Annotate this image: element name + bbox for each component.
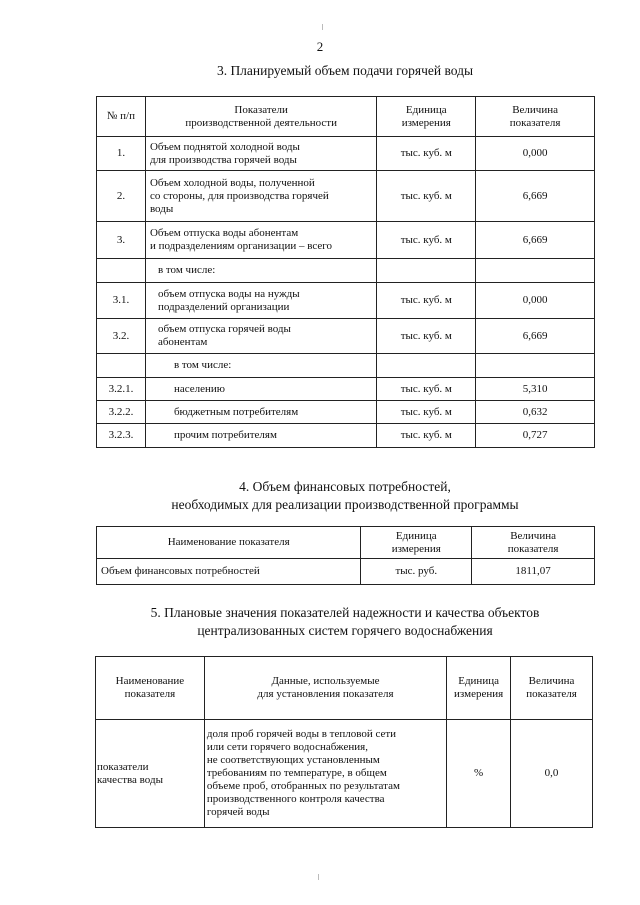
section4-title-line1: 4. Объем финансовых потребностей, xyxy=(239,479,451,494)
row-unit: тыс. куб. м xyxy=(377,401,476,424)
section5-title xyxy=(80,604,610,640)
row-unit: тыс. куб. м xyxy=(377,424,476,448)
row-value xyxy=(476,354,595,378)
table-row xyxy=(97,259,595,283)
row-indicator: прочим потребителям xyxy=(145,424,376,448)
row-indicator xyxy=(145,319,376,354)
header-unit xyxy=(377,97,476,137)
header-value-line2: показателя xyxy=(526,688,577,700)
row-indicator-line: со стороны, для производства горячей xyxy=(149,189,329,202)
table-row xyxy=(97,559,595,585)
header-data-line2: для установления показателя xyxy=(257,688,394,700)
row-value: 6,669 xyxy=(476,171,595,222)
row-unit xyxy=(377,259,476,283)
section3-title: 3. Планируемый объем подачи горячей воды xyxy=(216,63,474,78)
row-value: 6,669 xyxy=(476,222,595,259)
row-num: 2. xyxy=(97,171,146,222)
row-name xyxy=(96,720,205,828)
row-unit: тыс. куб. м xyxy=(377,283,476,319)
row-indicator-line: воды xyxy=(149,202,174,215)
row-num: 3. xyxy=(97,222,146,259)
header-name: Наименование показателя xyxy=(97,527,361,559)
header-unit-line2: измерения xyxy=(391,542,441,555)
row-value: 0,000 xyxy=(476,283,595,319)
row-indicator-line: для производства горячей воды xyxy=(149,153,297,166)
header-value-line2: показателя xyxy=(507,542,559,555)
table-row xyxy=(97,319,595,354)
row-indicator xyxy=(145,137,376,171)
header-value-line1: Величина xyxy=(528,675,575,687)
row-indicator: населению xyxy=(145,378,376,401)
header-unit-line1: Единица xyxy=(458,675,499,687)
row-name-line1: показатели xyxy=(97,760,149,773)
page-number: 2 xyxy=(316,39,324,54)
row-data-line: доля проб горячей воды в тепловой сети xyxy=(206,728,397,740)
header-indicator xyxy=(145,97,376,137)
row-value: 0,0 xyxy=(511,720,593,828)
row-value: 0,000 xyxy=(476,137,595,171)
header-unit xyxy=(361,527,472,559)
section4-title xyxy=(95,478,595,514)
row-indicator-line: Объем холодной воды, полученной xyxy=(149,176,315,189)
row-unit: тыс. куб. м xyxy=(377,378,476,401)
row-indicator-line: Объем поднятой холодной воды xyxy=(149,140,300,153)
header-value xyxy=(511,657,593,720)
table-row xyxy=(97,283,595,319)
header-unit-line1: Единица xyxy=(405,103,447,116)
row-unit: тыс. куб. м xyxy=(377,137,476,171)
header-value-line1: Величина xyxy=(510,529,556,542)
table-header-row xyxy=(96,657,593,720)
table-row xyxy=(97,354,595,378)
row-indicator xyxy=(145,171,376,222)
table-row xyxy=(96,720,593,828)
section4-title-line2: необходимых для реализации производственной программы xyxy=(171,497,519,512)
header-value xyxy=(476,97,595,137)
row-num: 3.2. xyxy=(97,319,146,354)
row-data-line: объеме проб, отобранных по результатам xyxy=(206,780,400,792)
header-unit-line1: Единица xyxy=(395,529,437,542)
row-data-line: или сети горячего водоснабжения, xyxy=(206,741,368,753)
table-header-row xyxy=(97,97,595,137)
row-num: 3.1. xyxy=(97,283,146,319)
row-data xyxy=(204,720,446,828)
header-value xyxy=(472,527,595,559)
section5-title-line1: 5. Плановые значения показателей надежности и качества объектов xyxy=(150,605,540,620)
row-num xyxy=(97,354,146,378)
row-value: 6,669 xyxy=(476,319,595,354)
row-unit: тыс. куб. м xyxy=(377,319,476,354)
row-num: 1. xyxy=(97,137,146,171)
section5-title-line2: централизованных систем горячего водоснабжения xyxy=(197,623,493,638)
row-unit: тыс. руб. xyxy=(361,559,472,585)
header-unit-line2: измерения xyxy=(454,688,504,700)
section3-table xyxy=(96,96,595,448)
row-value: 5,310 xyxy=(476,378,595,401)
row-indicator-line: объем отпуска воды на нужды xyxy=(157,287,300,300)
header-unit xyxy=(447,657,511,720)
table-row xyxy=(97,222,595,259)
header-data xyxy=(204,657,446,720)
row-indicator: бюджетным потребителям xyxy=(145,401,376,424)
header-name xyxy=(96,657,205,720)
row-num xyxy=(97,259,146,283)
table-row xyxy=(97,171,595,222)
row-value: 0,727 xyxy=(476,424,595,448)
row-indicator-line: подразделений организации xyxy=(157,300,290,313)
row-indicator-line: и подразделениям организации – всего xyxy=(149,240,332,252)
table-row xyxy=(97,378,595,401)
row-data-line: производственного контроля качества xyxy=(206,793,385,805)
row-value: 1811,07 xyxy=(472,559,595,585)
row-indicator-line: объем отпуска горячей воды xyxy=(157,323,291,335)
row-indicator-line: Объем отпуска воды абонентам xyxy=(149,227,299,239)
header-unit-line2: измерения xyxy=(401,116,451,129)
header-data-line1: Данные, используемые xyxy=(271,675,380,687)
section4-table xyxy=(96,526,595,585)
table-row xyxy=(97,424,595,448)
row-name: Объем финансовых потребностей xyxy=(97,559,361,585)
row-indicator xyxy=(145,283,376,319)
header-name-line1: Наименование xyxy=(115,675,185,687)
table-row xyxy=(97,401,595,424)
row-name-line2: качества воды xyxy=(97,773,163,786)
scan-mark-bottom xyxy=(318,874,319,880)
row-data-line: горячей воды xyxy=(206,806,270,818)
row-unit: тыс. куб. м xyxy=(377,171,476,222)
row-indicator: в том числе: xyxy=(145,259,376,283)
row-value: 0,632 xyxy=(476,401,595,424)
scan-mark-top xyxy=(322,24,323,30)
row-indicator xyxy=(145,222,376,259)
row-indicator: в том числе: xyxy=(145,354,376,378)
table-header-row xyxy=(97,527,595,559)
header-value-line2: показателя xyxy=(509,116,561,129)
row-unit xyxy=(377,354,476,378)
row-value xyxy=(476,259,595,283)
header-value-line1: Величина xyxy=(512,103,558,116)
header-num: № п/п xyxy=(97,97,146,137)
row-indicator-line: абонентам xyxy=(157,336,208,348)
row-num: 3.2.3. xyxy=(97,424,146,448)
row-num: 3.2.1. xyxy=(97,378,146,401)
row-num: 3.2.2. xyxy=(97,401,146,424)
row-data-line: требованиям по температуре, в общем xyxy=(206,767,387,779)
row-unit: % xyxy=(447,720,511,828)
header-indicator-line2: производственной деятельности xyxy=(185,116,337,129)
table-row xyxy=(97,137,595,171)
row-unit: тыс. куб. м xyxy=(377,222,476,259)
section5-table xyxy=(95,656,593,828)
header-indicator-line1: Показатели xyxy=(234,103,288,116)
header-name-line2: показателя xyxy=(124,688,176,700)
row-data-line: не соответствующих установленным xyxy=(206,754,380,766)
